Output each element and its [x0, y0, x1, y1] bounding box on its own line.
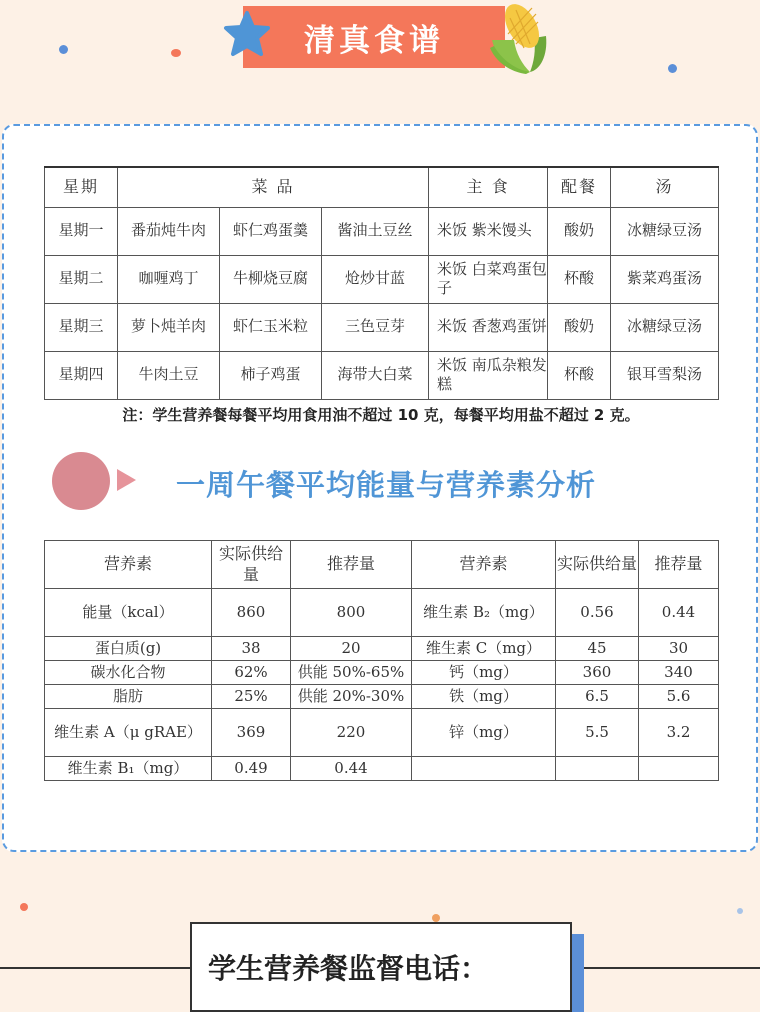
day-cell: 星期三	[45, 303, 118, 351]
recommended-cell	[639, 757, 719, 781]
dish-cell: 炝炒甘蓝	[322, 255, 429, 303]
menu-header-row	[45, 167, 719, 207]
actual-cell: 5.5	[556, 709, 639, 757]
actual-cell	[556, 757, 639, 781]
nutrient-cell	[412, 757, 556, 781]
table-row	[45, 255, 719, 303]
table-row	[45, 589, 719, 637]
menu-header-soup: 汤	[611, 167, 719, 207]
dish-cell: 番茄炖牛肉	[118, 207, 220, 255]
dish-cell: 牛肉土豆	[118, 351, 220, 399]
dish-cell: 虾仁玉米粒	[220, 303, 322, 351]
dish-cell: 萝卜炖羊肉	[118, 303, 220, 351]
nutrient-header: 营养素	[412, 541, 556, 589]
table-row	[45, 685, 719, 709]
actual-cell: 369	[212, 709, 291, 757]
section-title: 一周午餐平均能量与营养素分析	[176, 468, 597, 502]
side-cell: 酸奶	[548, 303, 611, 351]
soup-cell: 银耳雪梨汤	[611, 351, 719, 399]
dish-cell: 三色豆芽	[322, 303, 429, 351]
actual-cell: 860	[212, 589, 291, 637]
actual-header: 实际供给量	[212, 541, 291, 589]
dish-cell: 咖喱鸡丁	[118, 255, 220, 303]
staple-cell: 米饭 白菜鸡蛋包子	[429, 255, 548, 303]
nutrient-header: 营养素	[45, 541, 212, 589]
menu-header-side: 配餐	[548, 167, 611, 207]
hotline-title: 学生营养餐监督电话：	[208, 952, 489, 985]
day-cell: 星期四	[45, 351, 118, 399]
dish-cell: 柿子鸡蛋	[220, 351, 322, 399]
recommended-cell: 20	[291, 637, 412, 661]
dish-cell: 虾仁鸡蛋羹	[220, 207, 322, 255]
staple-cell: 米饭 南瓜杂粮发糕	[429, 351, 548, 399]
nutrient-cell: 碳水化合物	[45, 661, 212, 685]
table-row	[45, 351, 719, 399]
table-row	[45, 757, 719, 781]
side-cell: 杯酸	[548, 351, 611, 399]
table-row	[45, 207, 719, 255]
nutrient-cell: 维生素 C（mg）	[412, 637, 556, 661]
soup-cell: 冰糖绿豆汤	[611, 303, 719, 351]
recommended-cell: 220	[291, 709, 412, 757]
recommended-cell: 0.44	[291, 757, 412, 781]
nutrient-cell: 铁（mg）	[412, 685, 556, 709]
menu-header-day: 星期	[45, 167, 118, 207]
title-banner	[243, 6, 505, 68]
table-row	[45, 661, 719, 685]
nutrient-cell: 蛋白质(g)	[45, 637, 212, 661]
section-circle-icon	[52, 452, 110, 510]
actual-cell: 6.5	[556, 685, 639, 709]
actual-cell: 0.49	[212, 757, 291, 781]
actual-header: 实际供给量	[556, 541, 639, 589]
decor-dot	[20, 903, 28, 911]
corn-icon	[486, 0, 552, 76]
side-cell: 酸奶	[548, 207, 611, 255]
recommended-cell: 供能 20%-30%	[291, 685, 412, 709]
actual-cell: 0.56	[556, 589, 639, 637]
nutrition-table	[44, 540, 718, 781]
nutrient-cell: 钙（mg）	[412, 661, 556, 685]
menu-header-staple: 主 食	[429, 167, 548, 207]
play-arrow-icon	[117, 469, 136, 491]
menu-header-dishes: 菜 品	[118, 167, 429, 207]
recommended-cell: 5.6	[639, 685, 719, 709]
menu-table	[44, 166, 718, 400]
soup-cell: 紫菜鸡蛋汤	[611, 255, 719, 303]
table-row	[45, 709, 719, 757]
recommended-cell: 0.44	[639, 589, 719, 637]
nutrient-cell: 维生素 A（μ gRAE）	[45, 709, 212, 757]
decor-dot	[432, 914, 440, 922]
staple-cell: 米饭 紫米馒头	[429, 207, 548, 255]
recommended-cell: 3.2	[639, 709, 719, 757]
dish-cell: 牛柳烧豆腐	[220, 255, 322, 303]
decor-dot	[59, 45, 68, 54]
recommended-header: 推荐量	[639, 541, 719, 589]
recommended-header: 推荐量	[291, 541, 412, 589]
actual-cell: 25%	[212, 685, 291, 709]
day-cell: 星期二	[45, 255, 118, 303]
footer-box	[190, 922, 572, 1012]
recommended-cell: 供能 50%-65%	[291, 661, 412, 685]
dish-cell: 海带大白菜	[322, 351, 429, 399]
star-icon	[222, 10, 272, 60]
soup-cell: 冰糖绿豆汤	[611, 207, 719, 255]
menu-note: 注：学生营养餐每餐平均用食用油不超过 10 克，每餐平均用盐不超过 2 克。	[122, 406, 640, 424]
decor-dot	[171, 49, 181, 57]
recommended-cell: 30	[639, 637, 719, 661]
nutrient-cell: 脂肪	[45, 685, 212, 709]
nutrition-header-row	[45, 541, 719, 589]
actual-cell: 62%	[212, 661, 291, 685]
actual-cell: 360	[556, 661, 639, 685]
actual-cell: 38	[212, 637, 291, 661]
table-row	[45, 303, 719, 351]
nutrient-cell: 锌（mg）	[412, 709, 556, 757]
actual-cell: 45	[556, 637, 639, 661]
recommended-cell: 340	[639, 661, 719, 685]
side-cell: 杯酸	[548, 255, 611, 303]
decor-dot	[737, 908, 743, 914]
day-cell: 星期一	[45, 207, 118, 255]
table-row	[45, 637, 719, 661]
dish-cell: 酱油土豆丝	[322, 207, 429, 255]
nutrient-cell: 维生素 B₂（mg）	[412, 589, 556, 637]
decor-dot	[668, 64, 677, 73]
staple-cell: 米饭 香葱鸡蛋饼	[429, 303, 548, 351]
nutrient-cell: 维生素 B₁（mg）	[45, 757, 212, 781]
nutrient-cell: 能量（kcal）	[45, 589, 212, 637]
recommended-cell: 800	[291, 589, 412, 637]
page-title: 清真食谱	[304, 22, 444, 59]
